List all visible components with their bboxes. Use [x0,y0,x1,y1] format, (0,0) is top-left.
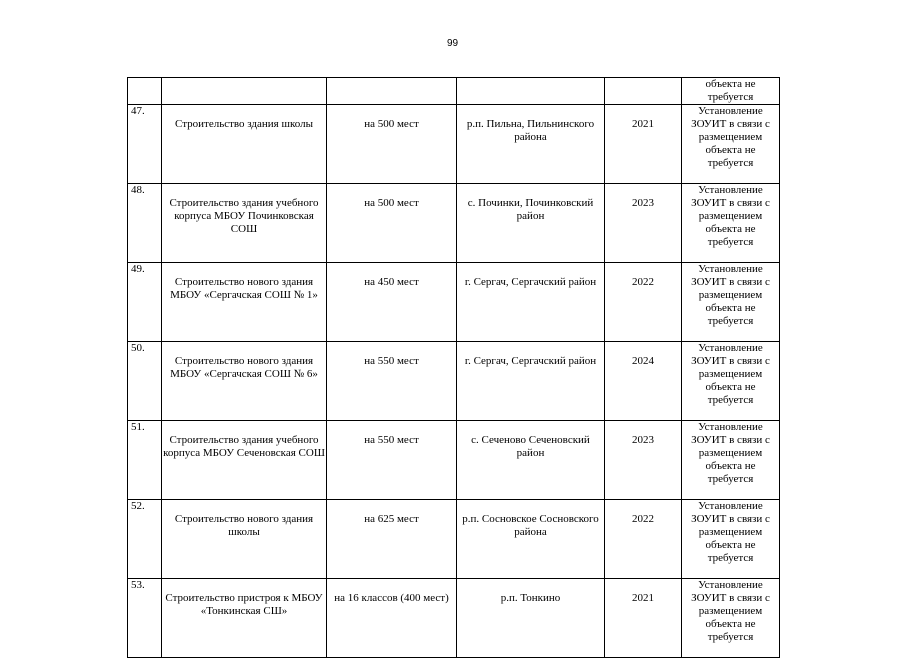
row-number-cell: 50. [128,342,162,421]
objects-table [127,77,780,658]
location-cell: с. Починки, Починковский район [457,184,605,263]
capacity-cell: на 550 мест [327,421,457,500]
location-cell [457,78,605,105]
capacity-cell: на 500 мест [327,184,457,263]
year-cell: 2021 [605,579,682,658]
year-cell: 2023 [605,421,682,500]
location-cell: р.п. Тонкино [457,579,605,658]
row-number-cell: 48. [128,184,162,263]
zouit-cell: Установление ЗОУИТ в связи с размещением объекта не требуется [682,184,780,263]
year-cell: 2024 [605,342,682,421]
location-cell: р.п. Сосновское Сосновского района [457,500,605,579]
zouit-cell: Установление ЗОУИТ в связи с размещением объекта не требуется [682,500,780,579]
year-cell: 2021 [605,105,682,184]
year-cell: 2022 [605,263,682,342]
table-row [128,342,780,421]
table-row [128,78,780,105]
object-name-cell: Строительство нового здания МБОУ «Сергачская СОШ № 1» [162,263,327,342]
capacity-cell: на 550 мест [327,342,457,421]
zouit-cell: объекта не требуется [682,78,780,105]
location-cell: р.п. Пильна, Пильнинского района [457,105,605,184]
year-cell: 2022 [605,500,682,579]
capacity-cell: на 450 мест [327,263,457,342]
row-number-cell: 51. [128,421,162,500]
zouit-cell: Установление ЗОУИТ в связи с размещением объекта не требуется [682,579,780,658]
capacity-cell [327,78,457,105]
capacity-cell: на 625 мест [327,500,457,579]
zouit-cell: Установление ЗОУИТ в связи с размещением объекта не требуется [682,421,780,500]
object-name-cell [162,78,327,105]
object-name-cell: Строительство здания учебного корпуса МБОУ Сеченовская СОШ [162,421,327,500]
table-row [128,184,780,263]
object-name-cell: Строительство здания учебного корпуса МБОУ Починковская СОШ [162,184,327,263]
table-row [128,105,780,184]
capacity-cell: на 500 мест [327,105,457,184]
zouit-cell: Установление ЗОУИТ в связи с размещением объекта не требуется [682,105,780,184]
table-row [128,500,780,579]
table-row [128,579,780,658]
object-name-cell: Строительство нового здания школы [162,500,327,579]
capacity-cell: на 16 классов (400 мест) [327,579,457,658]
zouit-cell: Установление ЗОУИТ в связи с размещением объекта не требуется [682,342,780,421]
table-row [128,263,780,342]
row-number-cell: 49. [128,263,162,342]
row-number-cell [128,78,162,105]
row-number-cell: 52. [128,500,162,579]
year-cell [605,78,682,105]
location-cell: с. Сеченово Сеченовский район [457,421,605,500]
zouit-cell: Установление ЗОУИТ в связи с размещением объекта не требуется [682,263,780,342]
object-name-cell: Строительство здания школы [162,105,327,184]
object-name-cell: Строительство нового здания МБОУ «Сергачская СОШ № 6» [162,342,327,421]
table-row [128,421,780,500]
location-cell: г. Сергач, Сергачский район [457,342,605,421]
row-number-cell: 53. [128,579,162,658]
page-number: 99 [446,38,459,49]
location-cell: г. Сергач, Сергачский район [457,263,605,342]
row-number-cell: 47. [128,105,162,184]
object-name-cell: Строительство пристроя к МБОУ «Тонкинская СШ» [162,579,327,658]
year-cell: 2023 [605,184,682,263]
